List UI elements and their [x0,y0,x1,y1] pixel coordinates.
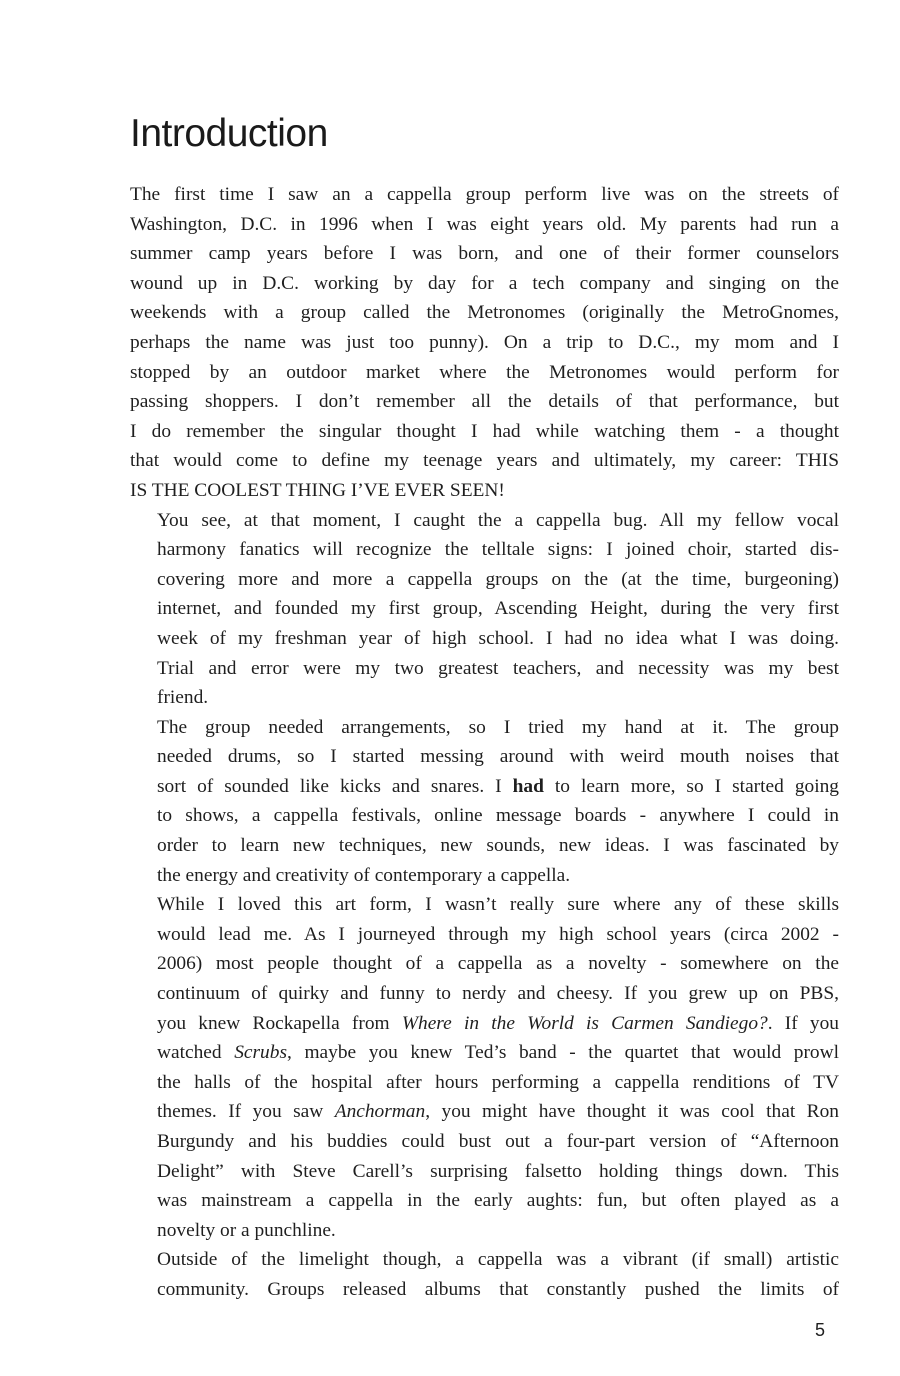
page-number: 5 [815,1320,826,1340]
text-run: to learn more, so I started going [543,775,839,797]
text-line [130,979,839,1009]
text-line [130,506,839,536]
text-line [130,1245,839,1275]
paragraph [130,890,839,1245]
text-run: , you might have thought it was cool that Ron [425,1101,839,1123]
text-line [130,269,839,299]
italic-title: Anchorman [334,1101,426,1123]
text-run: Washington, D.C. in 1996 when I was eight years old. My parents had run a [130,213,839,235]
text-line [130,1038,839,1068]
text-line [130,742,839,772]
text-line [130,1009,839,1039]
text-run: would lead me. As I journeyed through my high school years (circa 2002 - [157,923,839,945]
text-run: to shows, a cappella festivals, online message boards - anywhere I could in [157,805,839,827]
text-line [130,298,839,328]
text-run: that would come to define my teenage years and ultimately, my career: THIS [130,450,839,472]
text-run: The first time I saw an a cappella group perform live was on the streets of [130,184,839,205]
text-line [130,1216,839,1246]
bold-text: had [512,775,544,797]
text-line [130,565,839,595]
text-run: Trial and error were my two greatest teachers, and necessity was my best [157,657,839,679]
chapter-body [130,180,839,1305]
text-line [130,890,839,920]
text-run: wound up in D.C. working by day for a tech company and singing on the [130,272,839,294]
text-line [130,446,839,476]
text-line [130,949,839,979]
text-run: themes. If you saw [157,1101,335,1123]
text-line [130,1157,839,1187]
text-line [130,476,839,506]
text-line [130,683,839,713]
text-run: needed drums, so I started messing around with weird mouth noises that [157,746,839,768]
text-run: covering more and more a cappella groups on the (at the time, burgeoning) [157,568,839,590]
text-run: 2006) most people thought of a cappella as a novelty - somewhere on the [157,953,839,975]
text-run: you knew Rockapella from [157,1012,402,1034]
text-run: You see, at that moment, I caught the a cappella bug. All my fellow vocal [157,509,839,531]
text-line [130,1127,839,1157]
text-run: the energy and creativity of contemporary a cappella. [157,864,571,886]
text-run: , maybe you knew Ted’s band - the quartet that would prowl [287,1042,839,1064]
text-line [130,387,839,417]
text-run: was mainstream a cappella in the early aughts: fun, but often played as a [157,1190,839,1212]
text-run: Delight” with Steve Carell’s surprising falsetto holding things down. This [157,1160,839,1182]
text-run: . If you [767,1012,840,1034]
text-run: Outside of the limelight though, a cappella was a vibrant (if small) artistic [157,1249,839,1271]
text-run: stopped by an outdoor market where the Metronomes would perform for [130,361,839,383]
chapter-title: Introduction [130,112,328,155]
text-run: internet, and founded my first group, Ascending Height, during the very first [157,598,839,620]
text-run: the halls of the hospital after hours performing a cappella renditions of TV [157,1071,839,1093]
text-line [130,801,839,831]
paragraph [130,1245,839,1304]
text-run: watched [157,1042,235,1064]
paragraph [130,713,839,891]
text-line [130,1068,839,1098]
italic-title: Scrubs [234,1042,287,1064]
text-run: friend. [157,687,209,709]
paragraph [130,180,839,506]
text-run: passing shoppers. I don’t remember all the details of that performance, but [130,391,839,413]
text-run: summer camp years before I was born, and one of their former counselors [130,243,839,265]
text-line [130,772,839,802]
text-run: perhaps the name was just too punny). On a trip to D.C., my mom and I [130,331,839,353]
text-run: order to learn new techniques, new sounds, new ideas. I was fascinated by [157,835,839,857]
text-run: IS THE COOLEST THING I’VE EVER SEEN! [130,479,505,501]
text-run: community. Groups released albums that constantly pushed the limits of [157,1278,839,1300]
text-run: continuum of quirky and funny to nerdy and cheesy. If you grew up on PBS, [157,983,839,1005]
text-line [130,1275,839,1305]
text-line [130,210,839,240]
text-run: weekends with a group called the Metronomes (originally the MetroGnomes, [130,302,839,324]
text-run: The group needed arrangements, so I tried my hand at it. The group [157,716,839,738]
text-run: week of my freshman year of high school. I had no idea what I was doing. [157,627,839,649]
text-line [130,920,839,950]
text-run: harmony fanatics will recognize the telltale signs: I joined choir, started dis- [157,539,839,561]
text-run: sort of sounded like kicks and snares. I [157,775,513,797]
text-line [130,328,839,358]
text-line [130,180,839,210]
text-line [130,535,839,565]
text-run: While I loved this art form, I wasn’t really sure where any of these skills [157,894,839,916]
text-line [130,239,839,269]
text-line [130,713,839,743]
text-run: I do remember the singular thought I had while watching them - a thought [130,420,839,442]
text-line [130,417,839,447]
text-line [130,594,839,624]
text-line [130,1186,839,1216]
italic-title: Where in the World is Carmen Sandiego? [401,1012,768,1034]
text-line [130,654,839,684]
text-line [130,861,839,891]
text-line [130,358,839,388]
text-line [130,624,839,654]
book-page [130,108,839,1305]
text-line [130,831,839,861]
text-line [130,1097,839,1127]
text-run: Burgundy and his buddies could bust out a four-part version of “Afternoon [157,1131,839,1152]
text-run: novelty or a punchline. [157,1219,336,1241]
paragraph [130,506,839,713]
